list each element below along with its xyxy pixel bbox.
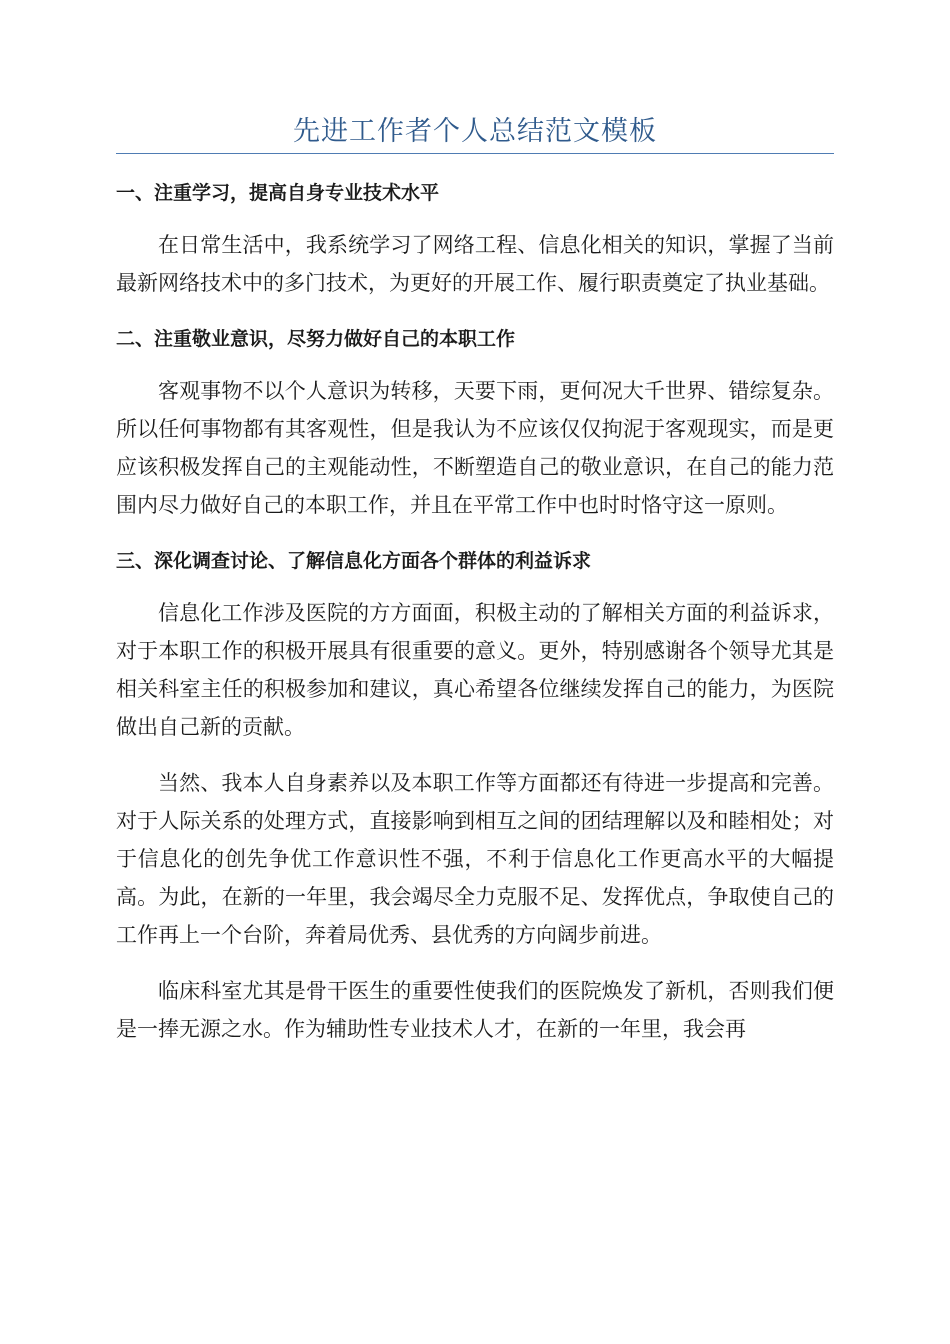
section-2 <box>116 320 834 524</box>
paragraph: 当然、我本人自身素养以及本职工作等方面都还有待进一步提高和完善。对于人际关系的处理方式，直接影响到相互之间的团结理解以及和睦相处；对于信息化的创先争优工作意识性不强，不利于信息化工作更高水平的大幅提高。为此，在新的一年里，我会竭尽全力克服不足、发挥优点，争取使自己的工作再上一个台阶，奔着局优秀、县优秀的方向阔步前进。 <box>116 771 834 947</box>
paragraph: 客观事物不以个人意识为转移，天要下雨，更何况大千世界、错综复杂。所以任何事物都有其客观性，但是我认为不应该仅仅拘泥于客观现实，而是更应该积极发挥自己的主观能动性，不断塑造自己的敬业意识，在自己的能力范围内尽力做好自己的本职工作，并且在平常工作中也时时恪守这一原则。 <box>116 379 834 517</box>
document-title: 先进工作者个人总结范文模板 <box>293 116 657 147</box>
section-heading: 一、注重学习，提高自身专业技术水平 <box>116 182 440 204</box>
section-1 <box>116 174 834 302</box>
section-heading: 三、深化调查讨论、了解信息化方面各个群体的利益诉求 <box>116 550 592 572</box>
section-3 <box>116 542 834 1048</box>
paragraph: 信息化工作涉及医院的方方面面，积极主动的了解相关方面的利益诉求，对于本职工作的积极开展具有很重要的意义。更外，特别感谢各个领导尤其是相关科室主任的积极参加和建议，真心希望各位继续发挥自己的能力，为医院做出自己新的贡献。 <box>116 601 834 739</box>
document-body <box>116 174 834 1066</box>
paragraph: 临床科室尤其是骨干医生的重要性使我们的医院焕发了新机，否则我们便是一捧无源之水。作为辅助性专业技术人才，在新的一年里，我会再 <box>116 979 834 1041</box>
paragraph: 在日常生活中，我系统学习了网络工程、信息化相关的知识，掌握了当前最新网络技术中的多门技术，为更好的开展工作、履行职责奠定了执业基础。 <box>116 233 834 295</box>
title-underline <box>116 153 834 154</box>
section-heading: 二、注重敬业意识，尽努力做好自己的本职工作 <box>116 328 516 350</box>
